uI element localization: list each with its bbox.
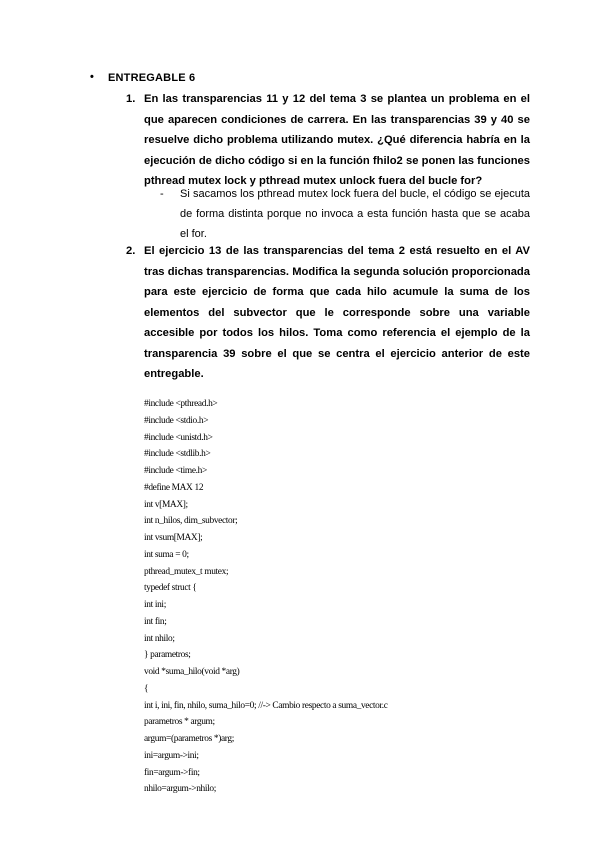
- question-2: [126, 241, 530, 385]
- code-line: #include <stdio.h>: [144, 415, 209, 426]
- question-number: 1.: [126, 93, 136, 105]
- code-line: int vsum[MAX];: [144, 533, 203, 543]
- code-line: #include <pthread.h>: [144, 399, 218, 409]
- code-line: {: [144, 683, 149, 694]
- code-line: int n_hilos, dim_subvector;: [144, 516, 238, 527]
- answer-1: [160, 184, 530, 244]
- code-listing: [144, 396, 388, 798]
- question-number: 2.: [126, 245, 136, 257]
- code-line: int ini;: [144, 600, 166, 610]
- code-line: int i, ini, fin, nhilo, suma_hilo=0; //-> Cambio respecto a suma_vector.c: [144, 700, 388, 711]
- code-line: #include <stdlib.h>: [144, 449, 211, 460]
- bullet-icon: •: [90, 71, 95, 83]
- code-line: parametros * argum;: [144, 717, 215, 728]
- answer-dash: -: [160, 188, 164, 200]
- code-line: argum=(parametros *)arg;: [144, 734, 234, 744]
- code-line: fin=argum->fin;: [144, 767, 200, 778]
- code-line: int nhilo;: [144, 633, 175, 644]
- code-line: int v[MAX];: [144, 499, 188, 510]
- question-text: El ejercicio 13 de las transparencias del tema 2 está resuelto en el AV tras dichas transparencias. Modifica la segunda solución proporcionada para este ejercicio de forma que cada hilo acumule la suma de los elementos del subvector que le corresponde sobre una variable accesible por todos los hilos. Toma como referencia el ejemplo de la transparencia 39 sobre el que se centra el ejercicio anterior de este entregable.: [144, 245, 530, 380]
- section-title: ENTREGABLE 6: [108, 72, 196, 84]
- code-line: } parametros;: [144, 650, 191, 661]
- code-line: int suma = 0;: [144, 549, 189, 560]
- code-line: nhilo=argum->nhilo;: [144, 784, 216, 795]
- code-line: typedef struct {: [144, 583, 197, 594]
- code-line: int fin;: [144, 616, 167, 627]
- code-line: #define MAX 12: [144, 482, 204, 493]
- question-text: En las transparencias 11 y 12 del tema 3 se plantea un problema en el que aparecen condiciones de carrera. En las transparencias 39 y 40 se resuelve dicho problema utilizando mutex. ¿Qué diferencia habría en la ejecución de dicho código si en la función fhilo2 se ponen las funciones pthread mutex lock y pthread mutex unlock fuera del bucle for?: [144, 93, 530, 187]
- code-line: pthread_mutex_t mutex;: [144, 566, 229, 577]
- code-line: #include <time.h>: [144, 466, 207, 476]
- code-line: ini=argum->ini;: [144, 750, 199, 761]
- answer-text: Si sacamos los pthread mutex lock fuera del bucle, el código se ejecuta de forma distinta porque no invoca a esta función hasta que se acaba el for.: [180, 188, 530, 240]
- code-line: void *suma_hilo(void *arg): [144, 667, 240, 677]
- code-line: #include <unistd.h>: [144, 432, 213, 443]
- question-1: [126, 89, 530, 192]
